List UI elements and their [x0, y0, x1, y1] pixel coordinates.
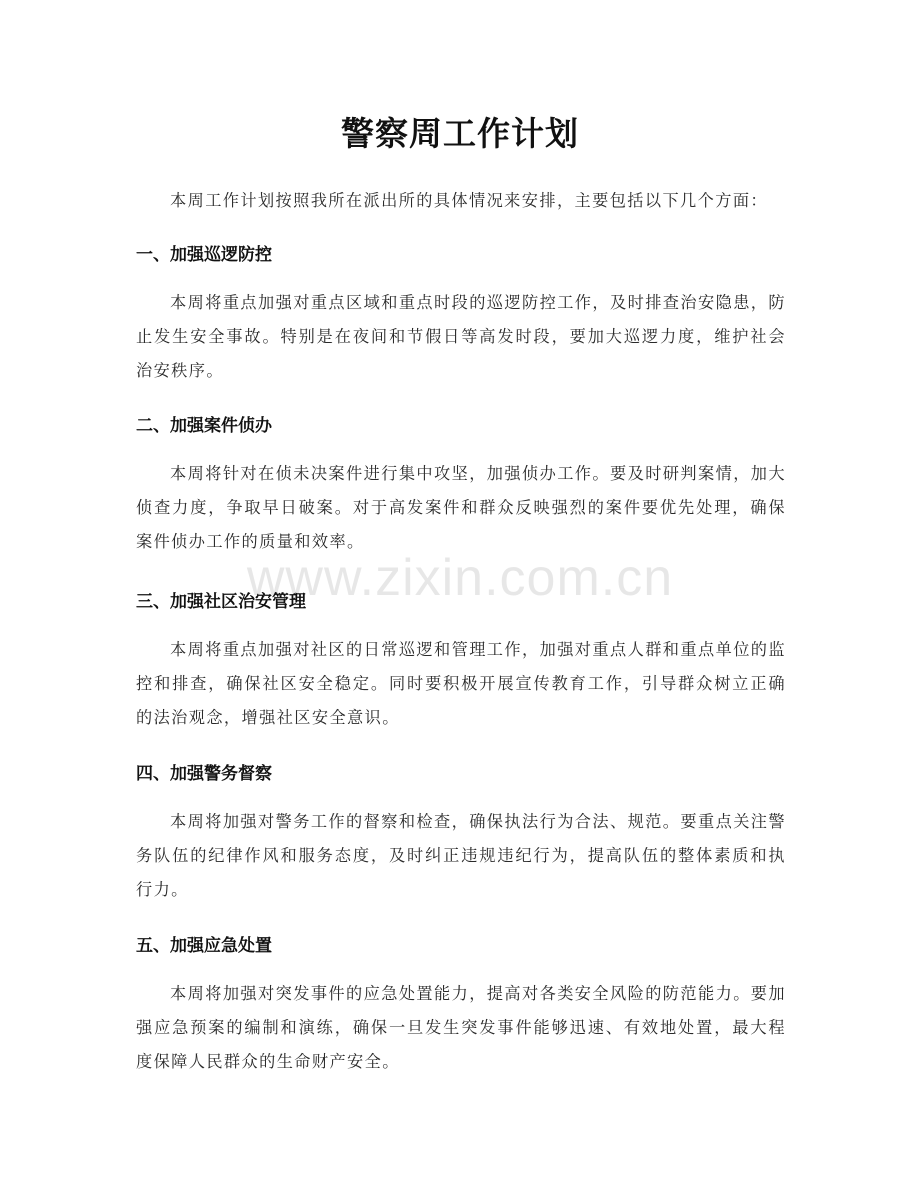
section-body-3: 本周将重点加强对社区的日常巡逻和管理工作，加强对重点人群和重点单位的监控和排查，确保社区安全稳定。同时要积极开展宣传教育工作，引导群众树立正确的法治观念，增强社区安全意识。 — [136, 640, 786, 727]
section-body-4: 本周将加强对警务工作的督察和检查，确保执法行为合法、规范。要重点关注警务队伍的纪律作风和服务态度，及时纠正违规违纪行为，提高队伍的整体素质和执行力。 — [136, 812, 786, 899]
section-heading-3: 三、加强社区治安管理 — [136, 592, 306, 612]
section-heading-1: 一、加强巡逻防控 — [136, 245, 272, 265]
section-body-1: 本周将重点加强对重点区域和重点时段的巡逻防控工作，及时排查治安隐患，防止发生安全事故。特别是在夜间和节假日等高发时段，要加大巡逻力度，维护社会治安秩序。 — [136, 293, 786, 380]
section-body-2: 本周将针对在侦未决案件进行集中攻坚，加强侦办工作。要及时研判案情，加大侦查力度，争取早日破案。对于高发案件和群众反映强烈的案件要优先处理，确保案件侦办工作的质量和效率。 — [136, 464, 786, 551]
intro-paragraph: 本周工作计划按照我所在派出所的具体情况来安排，主要包括以下几个方面： — [170, 191, 768, 210]
page-title: 警察周工作计划 — [341, 114, 579, 153]
watermark: www.zixin.com.cn — [246, 549, 674, 607]
section-heading-5: 五、加强应急处置 — [136, 936, 272, 956]
section-heading-4: 四、加强警务督察 — [136, 764, 272, 784]
section-body-5: 本周将加强对突发事件的应急处置能力，提高对各类安全风险的防范能力。要加强应急预案的编制和演练，确保一旦发生突发事件能够迅速、有效地处置，最大程度保障人民群众的生命财产安全。 — [136, 984, 786, 1071]
section-heading-2: 二、加强案件侦办 — [136, 416, 272, 436]
